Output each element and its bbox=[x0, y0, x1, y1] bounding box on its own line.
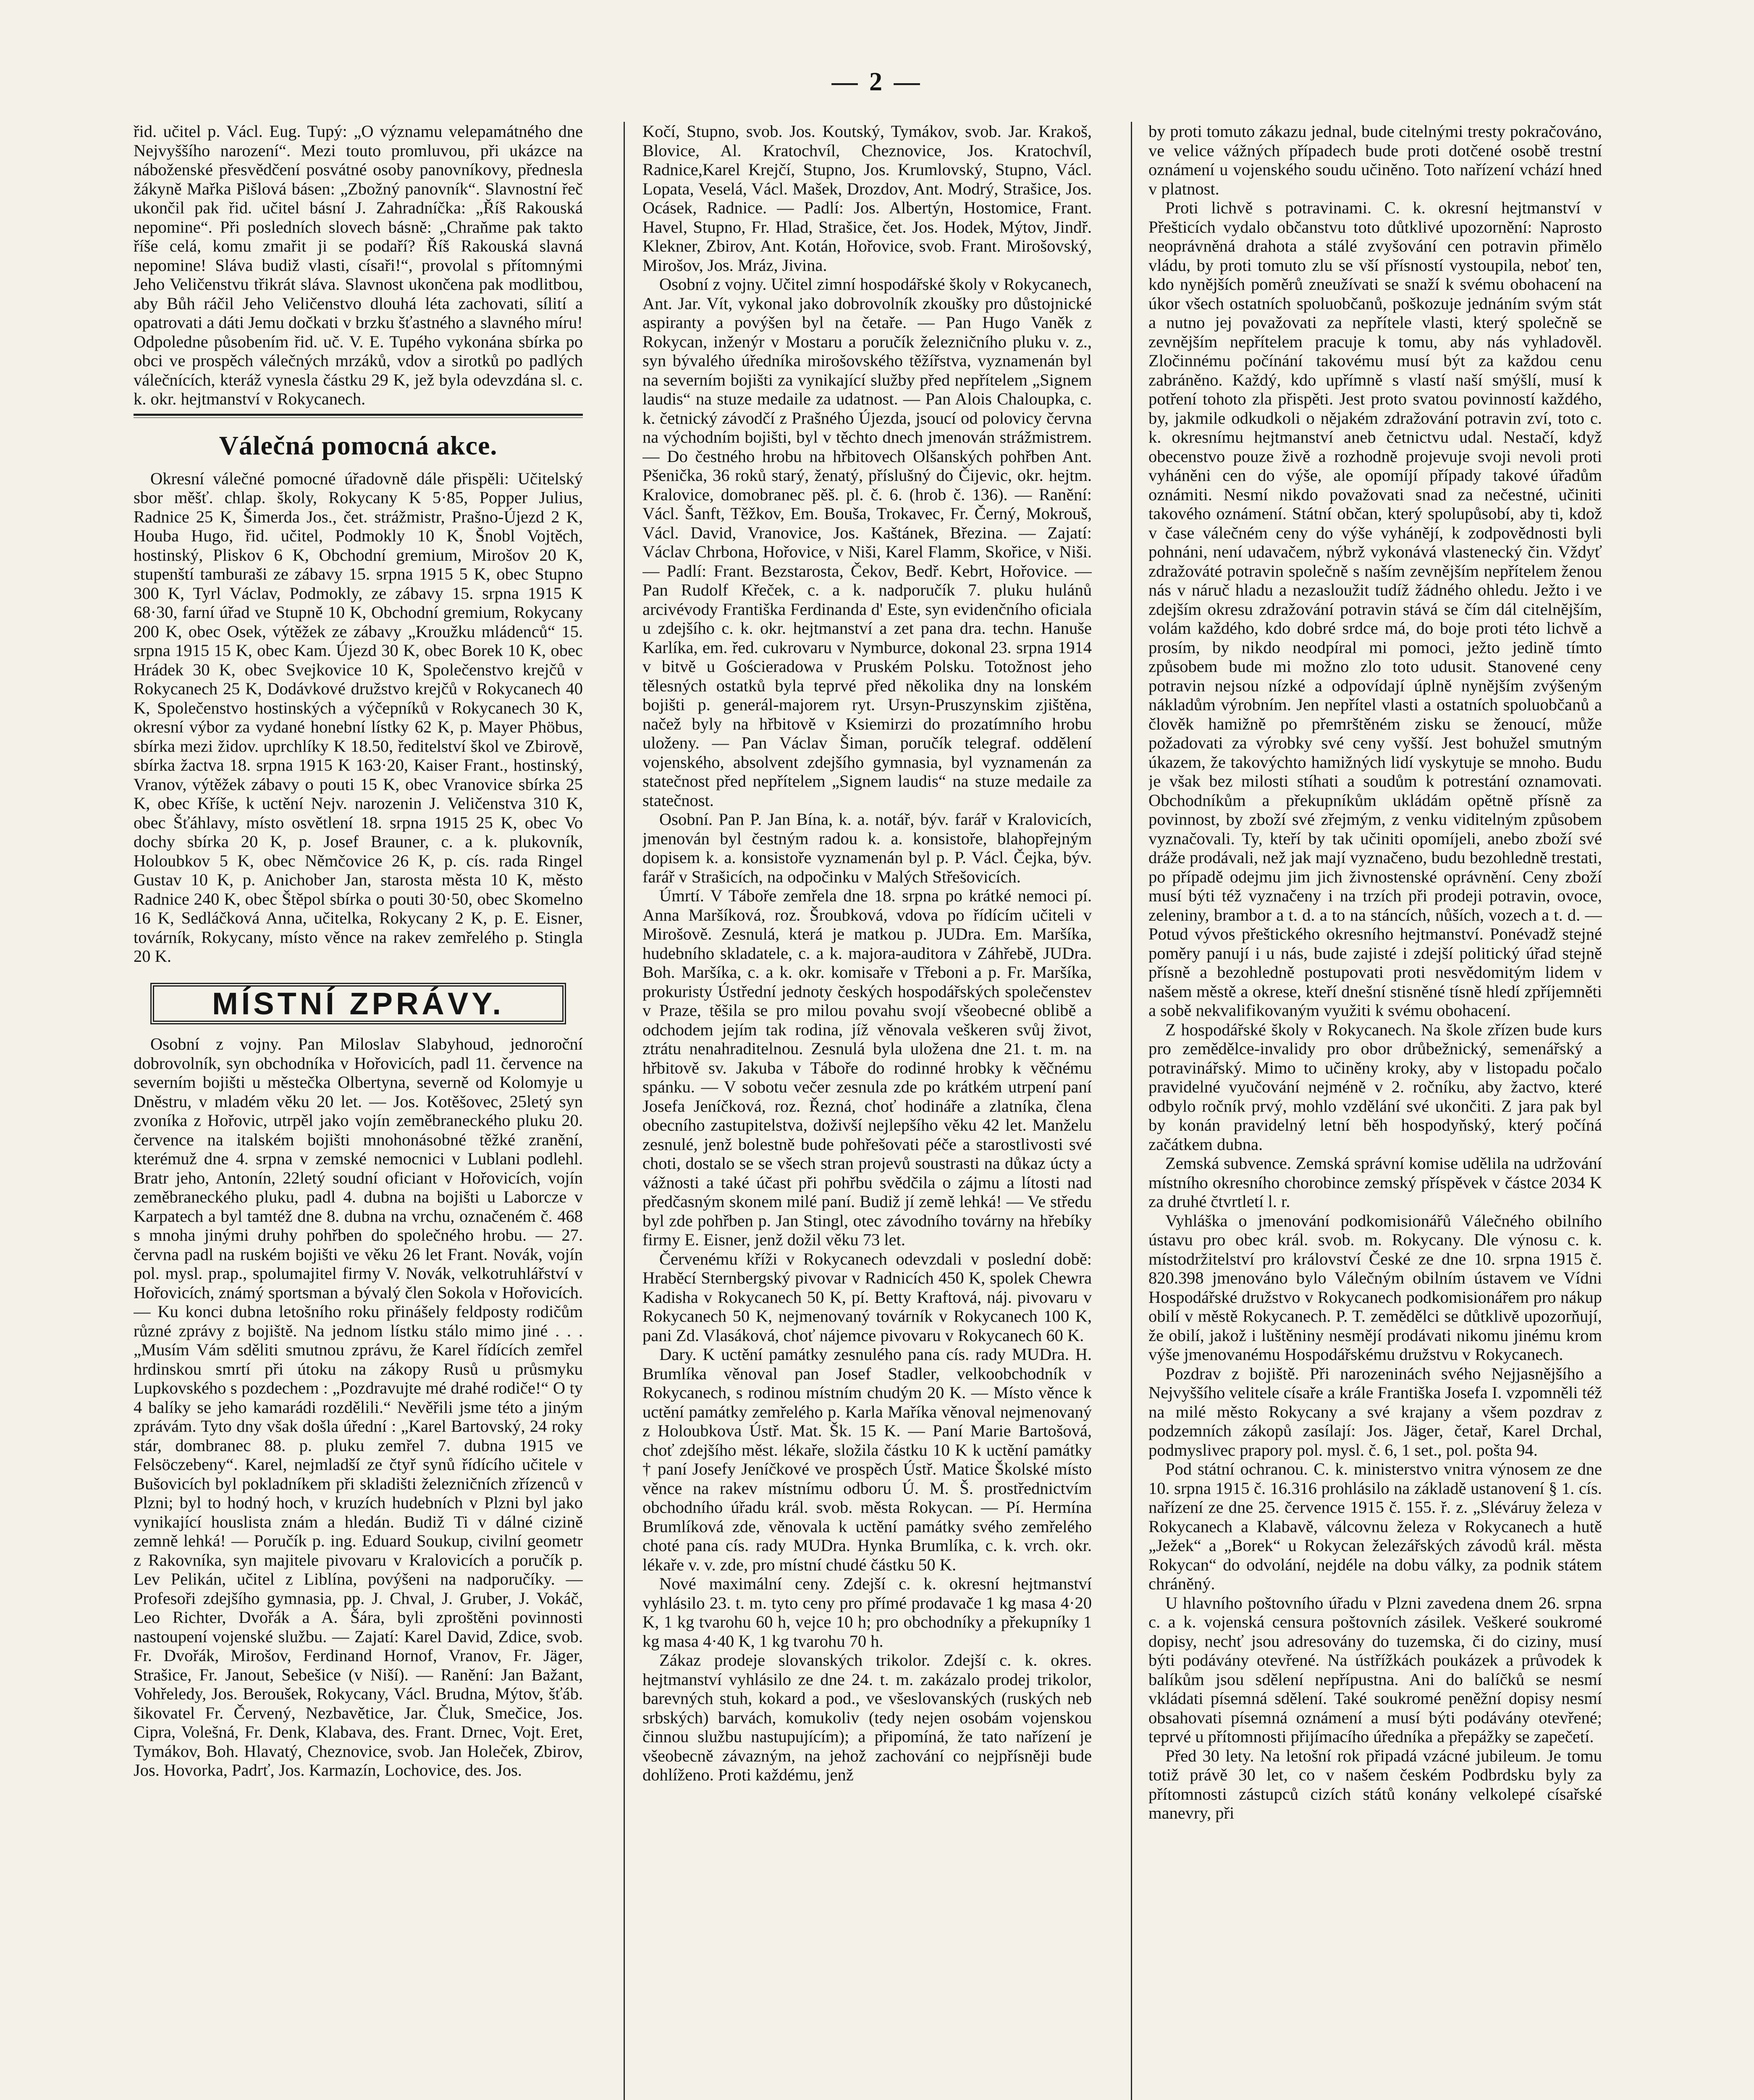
article-osobni: Osobní. Pan P. Jan Bína, k. a. notář, býv. farář v Kralovicích, jmenován byl čestným radou k. a. konsistoře, blahopřejným dopisem k. a. konsistoře vyznamenán byl p. P. Václ. Čejka, býv. farář v Strašicích, na odpočinku v Malých Střešovicích. bbox=[642, 810, 1092, 886]
section-divider bbox=[134, 414, 583, 418]
article-pod-statni-ochranou: Pod státní ochranou. C. k. ministerstvo vnitra výnosem ze dne 10. srpna 1915 č. 16.316 prohlásilo na základě ustanovení § 1. cís. nařízení ze dne 25. července 1915 č. 155. ř. z. „Sléváruy železa v Rokycanech a Klabavě, válcovnu železa v Rokycanech a hutě „Ježek“ a „Borek“ u Rokycan železářských závodů král. města Rokycan“ do odvolání, nejdéle na dobu války, za podnik státem chráněný. bbox=[1148, 1460, 1602, 1593]
article-maximalni-ceny: Nové maximální ceny. Zdejší c. k. okresní hejtmanství vyhlásilo 23. t. m. tyto ceny pro přímé prodavače 1 kg masa 4·20 K, 1 kg tvarohu 60 h, vejce 10 h; pro obchodníky a překupníky 1 kg masa 4·40 K, 1 kg tvarohu 70 h. bbox=[642, 1574, 1092, 1651]
article-hospodarska-skola: Z hospodářské školy v Rokycanech. Na škole zřízen bude kurs pro zemědělce-invalidy pro obor drůbežnický, semenářský a potravinářský. Mimo to učiněny kroky, aby v listopadu počalo pravidelné vyučování nejméně v 2. ročníku, aby žactvo, které odbylo ročník prvý, mohlo vzdělání své ukončiti. Z jara pak byl by konán pravidelný letní běh hospodyňský, který počíná začátkem dubna. bbox=[1148, 1020, 1602, 1154]
article-umrti: Úmrtí. V Táboře zemřela dne 18. srpna po krátké nemoci pí. Anna Maršíková, roz. Šroubková, vdova po řídícím učiteli v Mirošově. Zesnulá, která je matkou p. JUDra. Em. Maršíka, hudebního skladatele, c. a k. majora-auditora v Záhřebě, JUDra. Boh. Maršíka, c. a k. okr. komisaře v Třeboni a p. Fr. Maršíka, prokuristy Ústřední jednoty českých hospodářských společenstev v Praze, těšila se pro milou povahu svojí všeobecné oblibě a odchodem jejím tak rodina, jíž věnovala veškeren svůj život, ztrátu nenahraditelnou. Zesnulá byla uložena dne 21. t. m. na hřbitově sv. Jakuba v Táboře do rodinné hrobky k věčnému spánku. — V sobotu večer zesnula zde po krátkém utrpení paní Josefa Jeníčková, roz. Řezná, choť hodináře a zlatníka, člena obecního zastupitelstva, doživší nejlepšího věku 42 let. Manželu zesnulé, jenž bolestně bude pohřešovati péče a starostlivosti své choti, dostalo se se všech stran projevů soustrasti na důkaz úcty a vážnosti a také účast při pohřbu svědčila o zájmu a lítosti nad předčasným skonem milé paní. Budiž jí země lehká! — Ve středu byl zde pohřben p. Jan Stingl, otec závodního továrny na hřebíky firmy E. Eisner, jenž dožil věku 73 let. bbox=[642, 886, 1092, 1249]
article-proti-lichve: Proti lichvě s potravinami. C. k. okresní hejtmanství v Přešticích vydalo občanstvu toto důtklivé upozornění: Naprosto neoprávněná drahota a stálé zvyšování cen potravin přimělo vládu, by proti tomuto zlu se vší přísností vystoupila, neboť ten, kdo nynějších poměrů zneužívati se snaží k svému obohacení na úkor všech ostatních spoluobčanů, poškozuje jednáním svým stát a nutno jej považovati za nepřítele vlasti, který společně se zevnějším nepřítelem pracuje k tomu, aby nás vyhladověl. Zločinnému počínání takovému musí být za každou cenu zabráněno. Každý, kdo upřímně s vlastí naší smýšlí, musí k potření tohoto zla přispěti. Jest proto svatou povinností každého, by, jakmile odkudkoli o nějakém zdražování potravin zví, toto c. k. okresnímu hejtmanství aneb četnictvu udal. Nestačí, když obecenstvo pouze živě a rozhodně projevuje svoji nevoli proti vyháněni cen do výše, ale opomíjí případy takové úřadům oznámiti. Nesmí nikdo považovati snad za nečestné, učiniti takového oznámení. Státní občan, který spolupůsobí, aby ti, kdož v čase válečném ceny do výše vyhánějí, k zodpovědnosti byli pohnáni, není udavačem, nýbrž vykonává vlastenecký čin. Vždyť zdražováté potravin společně s naším zevnějším nepřítelem ženou nás v náruč hladu a nezasloužit tudíž žádného ohledu. Ježto i ve zdejším okresu zdražování potravin stává se čím dál citelnějším, volám každého, kdo dobré srdce má, do boje proti této lichvě a prosím, by nikdo neodpíral mi pomoci, ježto jedině tímto způsobem bude mi možno zlo toto udusit. Stanovené ceny potravin nejsou nízké a odpovídají úplně nynějším zvýšeným nákladům výrobním. Jen nepřítel vlasti a ostatních spoluobčanů a člověk hamižně po přemrštěném zisku se ženoucí, může požadovati za výrobky své ceny vyšší. Jest bohužel smutným úkazem, že takovýchto hamižných lidí vyskytuje se mnoho. Budu je však bez milosti stíhati a soudům k potrestání oznamovati. Obchodníkům a překupníkům ukládám opětně přísně za povinnost, by zboží své zřejmým, z venku viditelným způsobem vyznačovali. Ty, kteří by tak učiniti opomíjeli, anebo zboží své dráže prodávali, než jak mají vyznačeno, budu bezohledně trestati, po případě odejmu jim jich živnostenské oprávnění. Ceny zboží musí býti též vyznačeny i na trzích při prodeji potravin, ovoce, zeleniny, brambor a t. d. a to na stáncích, nůších, vozech a t. d. — Potud vývos přeštického okresního hejtmanství. Ponévadž stejné poměry panují i u nás, bude zajisté i zdejší politický úřad stejně přísně a bezohledně postupovati proti nesvědomitým lidem v našem městě a okrese, kteří dnešní stisněné tísně hledí zpříjemněti a sobě nekvalifikovaným využiti k svému obohacení. bbox=[1148, 198, 1602, 1020]
section-header-mistni-zpravy: MÍSTNÍ ZPRÁVY. bbox=[150, 983, 566, 1025]
article-postovni-urad: U hlavního poštovního úřadu v Plzni zavedena dnem 26. srpna c. a k. vojenská censura poštovních zásilek. Veškeré soukromé dopisy, nechť jsou adresovány do tuzemska, či do ciziny, musí býti podávány otevřené. Na ústřížkách poukázek a průvodek k balíkům jsou sdělení nepřípustna. Ani do balíčků se nesmí vkládati písemná sdělení. Také soukromé peněžní dopisy nesmí obsahovati písemná oznámení a musí býti podávány otevřené; teprvé u přítomnosti přijímacího úředníka a přepážky se zapečetí. bbox=[1148, 1593, 1602, 1746]
article-zemska-subvence: Zemská subvence. Zemská správní komise udělila na udržování místního okresního chorobince zemský příspěvek v částce 2034 K za druhé čtvrtletí l. r. bbox=[1148, 1154, 1602, 1211]
column-1 bbox=[134, 122, 583, 2100]
article-cerveny-kriz: Červenému kříži v Rokycanech odevzdali v poslední době: Hraběcí Sternbergský pivovar v Radnicích 450 K, spolek Chewra Kadisha v Rokycanech 50 K, pí. Betty Kraftová, náj. pivovaru v Rokycanech 50 K, nejmenovaný továrník v Rokycanech 100 K, pani Zd. Vlasáková, choť nájemce pivovaru v Rokycanech 60 K. bbox=[642, 1249, 1092, 1345]
section-title-pomocna-akce: Válečná pomocná akce. bbox=[219, 430, 498, 460]
article-pred-30-lety: Před 30 lety. Na letošní rok připadá vzácné jubileum. Je tomu totiž právě 30 let, co v našem českém Podbrdsku byly za přítomnosti zástupců cizích států konány velkolepé císařské manevry, při bbox=[1148, 1746, 1602, 1822]
article-pozdrav-z-bojiste: Pozdrav z bojiště. Při narozeninách svého Nejjasnějšího a Nejvyššího velitele císaře a krále Františka Josefa I. vzpomněli též na milé město Rokycany a své krajany a všem pozdrav z podzemních zákopů zasílají: Jos. Jäger, četař, Karel Drchal, podmyslivec prapory pol. mysl. č. 6, 1 set., pol. pošta 94. bbox=[1148, 1364, 1602, 1460]
column-2 bbox=[642, 122, 1092, 2100]
article-continuation: řid. učitel p. Václ. Eug. Tupý: „O významu velepamátného dne Nejvyššího narození“. Mezi touto promluvou, při ukázce na náboženské přesvědčení posvátné osoby panovníkovy, přednesla žákyně Mařka Pišlová básen: „Zbožný panovník“. Slavnostní řeč ukončil pak řid. učitel básní J. Zahradníčka: „Říš Rakouská nepomine“. Při posledních slovech básně: „Chraňme pak takto říše celá, komu zmařit ji se podaří? Říš Rakouská slavná nepomine! Sláva budiž vlasti, císaři!“, provolal s přítomnými Jeho Veličenstvu třikrát sláva. Slavnost ukončena pak modlitbou, aby Bůh ráčil Jeho Veličenstvo dlouhá léta zachovati, sílití a opatrovati a dáti Jemu dočkati v brzku šťastného a slavného míru! Odpoledne působením řid. uč. V. E. Tupého vykonána sbírka po obci ve prospěch válečných mrzáků, vdov a sirotků po padlých válečnících, kteráž vynesla částku 29 K, jež byla odevzdána sl. c. k. okr. hejtmanství v Rokycanech. bbox=[134, 122, 583, 408]
article-continuation: by proti tomuto zákazu jednal, bude citelnými tresty pokračováno, ve velice vážných případech bude proti dotčené osobě trestní oznámení u vojenského soudu učiněno. Toto nařízení vchází hned v platnost. bbox=[1148, 122, 1602, 198]
article-continuation: Kočí, Stupno, svob. Jos. Koutský, Tymákov, svob. Jar. Krakoš, Blovice, Al. Kratochvíl, Cheznovice, Jos. Kratochvíl, Radnice,Karel Krejčí, Stupno, Jos. Krumlovský, Stupno, Václ. Lopata, Veselá, Václ. Mašek, Drozdov, Ant. Modrý, Strašice, Jos. Ocásek, Radnice. — Padlí: Jos. Albertýn, Hostomice, Frant. Havel, Stupno, Fr. Hlad, Strašice, čet. Jos. Hodek, Mýtov, Jindř. Klekner, Zbirov, Ant. Kotán, Hořovice, svob. Frant. Mirošovský, Mirošov, Jos. Mráz, Jivina. bbox=[642, 122, 1092, 275]
page-number: — 2 — bbox=[831, 68, 923, 96]
article-vyhlaska: Vyhláška o jmenování podkomisionářů Válečného obilního ústavu pro obec král. svob. m. Rokycany. Dle výnosu c. k. místodržitelství pro království České ze dne 10. srpna 1915 č. 820.398 jmenováno bylo Válečným obilním ústavem ve Vídni Hospodářské družstvo v Rokycanech podkomisionářem pro nákup obilí v městě Rokycanech. P. T. zemědělci se důtklivě upozorňují, že obilí, jakož i luštěniny nesmějí prodávati nikomu jinému krom výše jmenovanému Hospodářskému družstvu v Rokycanech. bbox=[1148, 1211, 1602, 1364]
column-rule bbox=[1131, 122, 1132, 2100]
column-3 bbox=[1148, 122, 1602, 2100]
article-osobni-z-vojny-2: Osobní z vojny. Učitel zimní hospodářské školy v Rokycanech, Ant. Jar. Vít, vykonal jako dobrovolník zkoušky pro důstojnické aspiranty a povýšen byl na četaře. — Pan Hugo Vaněk z Rokycan, inženýr v Mostaru a poručík železničního pluku v. z., syn bývalého úředníka mirošovského těžířstva, vyznamenán byl na severním bojišti za vynikající služby před nepřítelem „Signem laudis“ na stuze medaile za udatnost. — Pan Alois Chaloupka, c. k. četnický závodčí z Prašného Újezda, jsoucí od polovicy června na východním bojišti, byl v těchto dnech jmenován strážmistrem. — Do čestného hrobu na hřbitovech Olšanských pohřben Ant. Pšenička, 36 roků starý, ženatý, příslušný do Čijevic, okr. hejtm. Kralovice, domobranec pěš. pl. č. 6. (hrob č. 136). — Ranění: Václ. Šanft, Těžkov, Em. Bouša, Trokavec, Fr. Černý, Mokrouš, Václ. David, Vranovice, Jos. Kaštánek, Březina. — Zajatí: Václav Chrbona, Hořovice, v Niši, Karel Flamm, Skořice, v Niši. — Padlí: Frant. Bezstarosta, Čekov, Bedř. Kebrt, Hořovice. — Pan Rudolf Křeček, c. a k. nadporučík 7. pluku hulánů arcivévody Františka Ferdinanda d' Este, syn evidenčního oficiala u zdejšího c. k. okr. hejtmanství a zet pana dra. techn. Hanuše Karlíka, em. řed. cukrovaru v Nymburce, dokonal 23. srpna 1914 v bitvě u Gościeradowa v Pruském Polsku. Totožnost jeho tělesných ostatků byla teprvé před několika dny na lonském bojišti p. generál-majorem ryt. Ursyn-Pruszynskim zjištěna, načež byly na hřbitově v Ksiemirzi do prozatímního hrobu uloženy. — Pan Václav Šiman, poručík telegraf. oddělení vojenského, absolvent zdejšího gymnasia, byl vyznamenán za statečnost před nepřítelem „Signem laudis“ na stuze medaile za statečnost. bbox=[642, 275, 1092, 810]
article-osobni-z-vojny: Osobní z vojny. Pan Miloslav Slabyhoud, jednoroční dobrovolník, syn obchodníka v Hořovicích, padl 11. července na severním bojišti u městečka Olbertyna, severně od Kolomyje u Dněstru, v mladém věku 20 let. — Jos. Kotěšovec, 25letý syn zvoníka z Hořovic, utrpěl jako vojín zeměbraneckého pluku 20. července na italském bojišti mnohonásobné těžké zranění, kterémuž dne 4. srpna v zemské nemocnici v Lublani podlehl. Bratr jeho, Antonín, 22letý soudní oficiant v Hořovicích, vojín zeměbraneckého pluku, padl 4. dubna na bojišti u Laborcze v Karpatech a byl tamtéž dne 8. dubna na vrchu, označeném č. 468 s mnoha jinými druhy pohřben do společného hrobu. — 27. června padl na ruském bojišti ve věku 26 let Frant. Novák, vojín pol. mysl. prap., spolumajitel firmy V. Novák, velkotruhlářství v Hořovicích, známý sportsman a bývalý člen Sokola v Hořovicích. — Ku konci dubna letošního roku přinášely feldposty rodičům různé zprávy z bojiště. Na jednom lístku stálo mimo jiné . . . „Musím Vám sděliti smutnou zprávu, že Karel řídících zemřel hrdinskou smrtí při útoku na zákopy Rusů u průsmyku Lupkovského s pozdechem : „Pozdravujte mé drahé rodiče!“ O ty 4 balíky se jeho kamarádi rozdělili.“ Nevěřili jsme této a jiným zprávám. Tyto dny však došla úřední : „Karel Bartovský, 24 roky stár, dombranec 88. p. pluku zemřel 7. dubna 1915 ve Felsöczebeny“. Karel, nejmladší ze čtyř synů řídícího učitele v Bušovicích byl pokladníkem při skladišti železničních zřízenců v Plzni; byl to hodný hoch, v kruzích hudebních v Plzni byl jako vynikající houslista znám a hledán. Budiž Ti v dálné cizině zemně lehká! — Poručík p. ing. Eduard Soukup, civilní geometr z Rakovníka, syn majitele pivovaru v Kralovicích a poručík p. Lev Pelikán, učitel z Liblína, povýšeni na nadporučíky. — Profesoři zdejšího gymnasia, pp. J. Chval, J. Gruber, J. Vokáč, Leo Richter, Dvořák a A. Šára, byli zproštěni povinnosti nastoupení vojenské službu. — Zajatí: Karel David, Zdice, svob. Fr. Dvořák, Mirošov, Ferdinand Hornof, Vranov, Fr. Jäger, Strašice, Fr. Janout, Sebešice (v Niší). — Ranění: Jan Bažant, Vohřeledy, Jos. Beroušek, Rokycany, Václ. Brudna, Mýtov, šťáb. šikovatel Fr. Červený, Nezbavětice, Jar. Čluk, Smečice, Jos. Cipra, Volešná, Fr. Denk, Klabava, des. Frant. Drnec, Vojt. Eret, Tymákov, Boh. Hlavatý, Cheznovice, svob. Jan Holeček, Zbirov, Jos. Hovorka, Padrť, Jos. Karmazín, Lochovice, des. Jos. bbox=[134, 1034, 583, 1780]
article-dary: Dary. K uctění památky zesnulého pana cís. rady MUDra. H. Brumlíka věnoval pan Josef Stadler, velkoobchodník v Rokycanech, s rodinou místním chudým 20 K. — Místo věnce k uctění památky zemřelého p. Karla Maříka věnoval nejmenovaný z Holoubkova Ústř. Mat. Šk. 15 K. — Paní Marie Bartošová, choť zdejšího měst. lékaře, složila částku 10 K k uctění památky † paní Josefy Jeníčkové ve prospěch Ústř. Matice Školské místo věnce na rakev místnímu odboru Ú. M. Š. prostřednictvím obchodního úřadu král. svob. města Rokycan. — Pí. Hermína Brumlíková zde, věnovala k uctění památky svého zemřelého choté pana cís. rady MUDra. Hynka Brumlíka, c. k. vrch. okr. lékaře v. v. zde, pro místní chudé částku 50 K. bbox=[642, 1345, 1092, 1574]
column-rule bbox=[624, 122, 625, 2100]
article-pomocna-akce: Okresní válečné pomocné úřadovně dále přispěli: Učitelský sbor měšť. chlap. školy, Rokycany K 5·85, Popper Julius, Radnice 25 K, Šimerda Jos., čet. strážmistr, Prašno-Újezd 2 K, Houba Hugo, řid. učitel, Podmokly 10 K, Šnobl Vojtěch, hostinský, Pliskov 6 K, Obchodní gremium, Mirošov 20 K, stupenští tamburaši ze zábavy 15. srpna 1915 5 K, obec Stupno 300 K, Tyrl Václav, Podmokly, ze zábavy 15. srpna 1915 K 68·30, farní úřad ve Stupně 10 K, Obchodní gremium, Rokycany 200 K, obec Osek, výtěžek ze zábavy „Kroužku mládenců“ 15. srpna 1915 15 K, obec Kam. Újezd 30 K, obec Borek 10 K, obec Hrádek 30 K, obec Svejkovice 10 K, Společenstvo krejčů v Rokycanech 25 K, Dodávkové družstvo krejčů v Rokycanech 40 K, Společenstvo hostinských a výčepníků v Rokycanech 30 K, okresní výbor za vydané honební lístky 62 K, p. Mayer Phöbus, sbírka mezi židov. uprchlíky K 18.50, ředitelství škol ve Zbirově, sbírka žactva 18. srpna 1915 K 163·20, Kaiser Frant., hostinský, Vranov, výtěžek zábavy o pouti 15 K, obec Vranovice sbírka 25 K, obec Kříše, k uctění Nejv. narozenin J. Veličenstva 310 K, obec Šťáhlavy, místo osvětlení 18. srpna 1915 25 K, obec Vo dochy sbírka 20 K, p. Josef Brauner, c. a k. plukovník, Holoubkov 5 K, obec Němčovice 26 K, p. cís. rada Ringel Gustav 10 K, p. Anichober Jan, starosta města 10 K, město Radnice 240 K, obec Štěpol sbírka o pouti 30·50, obec Skomelno 16 K, Sedláčková Anna, učitelka, Rokycany 2 K, p. E. Eisner, továrník, Rokycany, místo věnce na rakev zemřelého p. Stingla 20 K. bbox=[134, 469, 583, 966]
article-zakaz-trikolor: Zákaz prodeje slovanských trikolor. Zdejší c. k. okres. hejtmanství vyhlásilo ze dne 24. t. m. zakázalo prodej trikolor, barevných stuh, kokard a pod., ve všeslovanských (ruských neb srbských) barvách, komukoliv (tedy nejen osobám vojenskou činnou službu nastupujícím); a připomíná, že tato nařízení je všeobecně závazným, na jehož zachování co nejpřísněji bude dohlíženo. Proti každému, jenž bbox=[642, 1651, 1092, 1784]
